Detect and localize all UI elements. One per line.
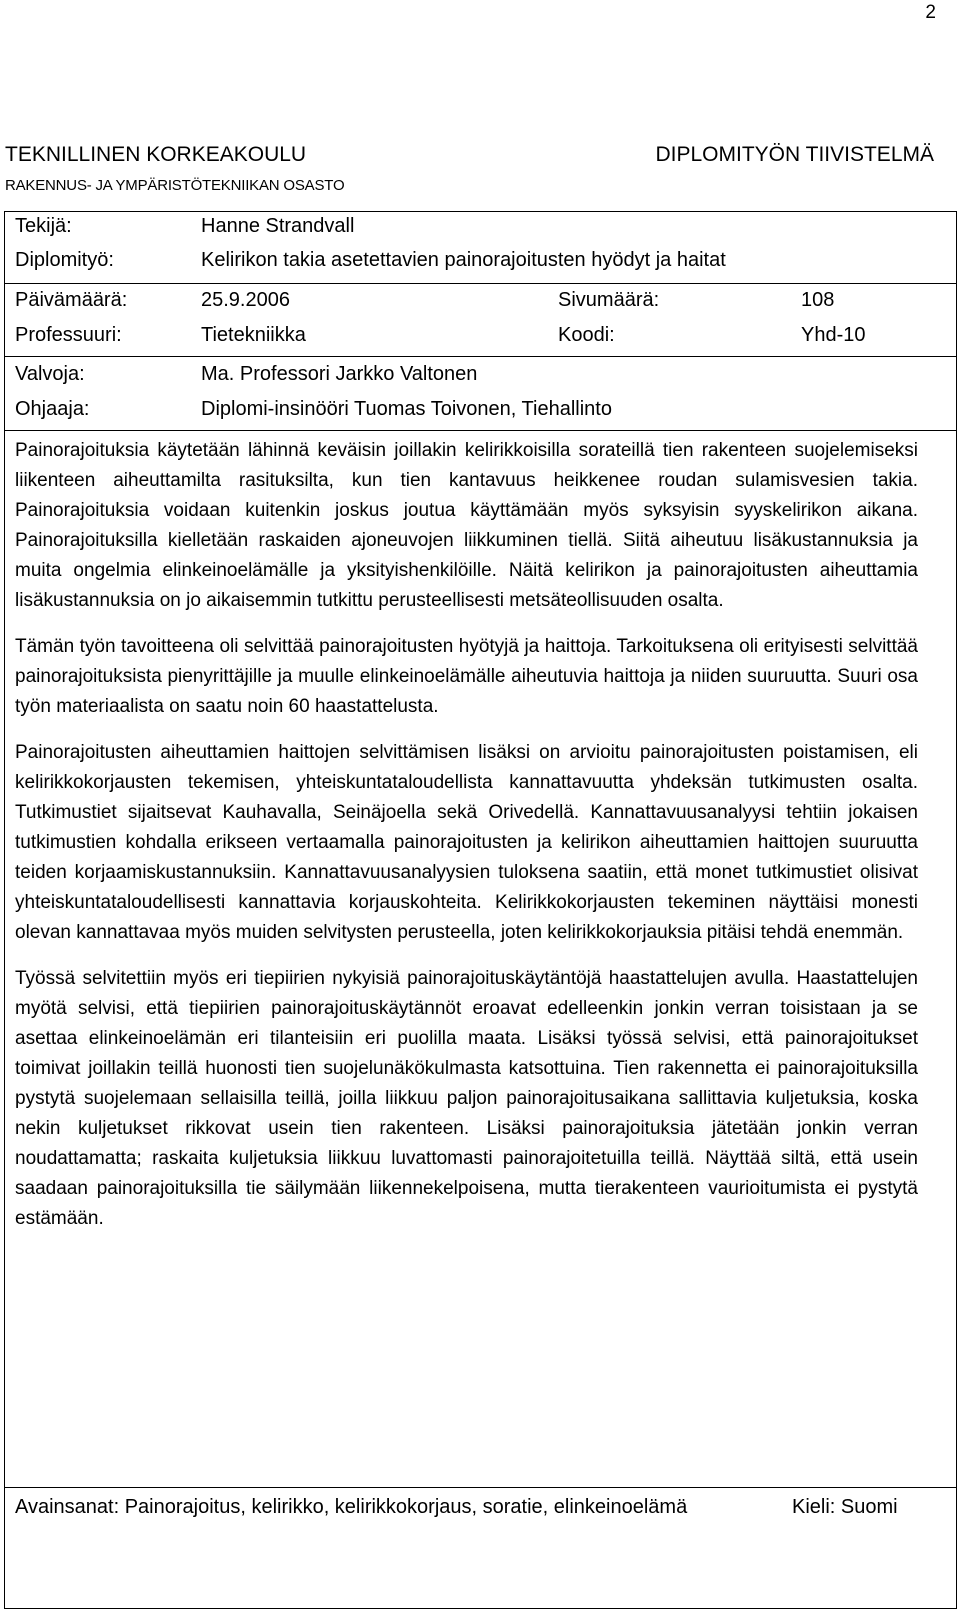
keywords-label: Avainsanat: — [15, 1496, 120, 1518]
language — [792, 1492, 898, 1522]
date-value: 25.9.2006 — [201, 289, 290, 311]
abstract-form — [4, 211, 957, 1609]
professorship-label: Professuuri: — [15, 324, 122, 346]
language-label: Kieli: — [792, 1496, 836, 1518]
abstract-paragraph: Työssä selvitettiin myös eri tiepiirien nykyisiä painorajoituskäytäntöjä haastattelujen avulla. Haastattelujen myötä selvisi, että tiepiirien painorajoituskäytännöt eroavat edelleenkin jonkin verran toisistaan ja se asettaa elinkeinoelämän eri tilanteisiin eri puolilla maata. Lisäksi työssä selvisi, että painorajoitukset toimivat joillakin teillä huonosti tien suojelunäkökulmasta katsottuina. Tien rakennetta ei painorajoituksilla pystytä suojelemaan sellaisilla teillä, joilla liikkuu paljon painorajoitusaikana sallittavia kuljetuksia, koska nekin kuljetukset rikkovat usein tien rakenteen. Lisäksi painorajoituksia jätetään jonkin verran noudattamatta; raskaita kuljetuksia liikkuu luvattomasti painorajoitetuilla teillä. Näyttää siltä, että usein saadaan painorajoituksilla tie säilymään liikennekelpoisena, mutta tierakenteen vaurioitumista ei pystytä estämään. — [15, 968, 918, 1229]
language-value: Suomi — [840, 1496, 898, 1518]
keywords-value: Painorajoitus, kelirikko, kelirikkokorjaus, soratie, elinkeinoelämä — [124, 1496, 688, 1518]
divider — [5, 283, 956, 284]
professorship-value: Tietekniikka — [201, 324, 306, 346]
thesis-label: Diplomityö: — [15, 249, 114, 271]
divider — [5, 430, 956, 431]
date-label: Päivämäärä: — [15, 289, 128, 311]
abstract-body — [15, 436, 918, 1250]
header-left — [5, 142, 344, 196]
supervisor-label: Valvoja: — [15, 363, 85, 385]
code-label: Koodi: — [558, 324, 615, 346]
abstract-paragraph: Painorajoitusten aiheuttamien haittojen selvittämisen lisäksi on arvioitu painorajoitusten poistamisen, eli kelirikkokorjausten tekemisen, yhteiskuntataloudellista kannattavuutta yhdeksän tutkimusten osalta. Tutkimustiet sijaitsevat Kauhavalla, Seinäjoella sekä Orivedellä. Kannattavuusanalyysi tehtiin jokaisen tutkimustien kohdalla erikseen vertaamalla painorajoitusten ja kelirikon aiheuttamien haittojen suuruutta teiden korjaamiskustannuksiin. Kannattavuusanalyysien tuloksena saatiin, että monet tutkimustiet olisivat yhteiskuntataloudellisesti kannattavia korjauskohteita. Kelirikkokorjausten tekeminen näyttäisi monesti olevan kannattavaa myös muiden selvitysten perusteella, joten kelirikkokorjauksia pitäisi tehdä enemmän. — [15, 742, 918, 943]
divider — [5, 1487, 956, 1488]
thesis-title: Kelirikon takia asetettavien painorajoitusten hyödyt ja haitat — [201, 249, 726, 271]
document-type-title: DIPLOMITYÖN TIIVISTELMÄ — [655, 143, 934, 166]
keywords — [15, 1492, 710, 1522]
instructor-label: Ohjaaja: — [15, 398, 90, 420]
divider — [5, 356, 956, 357]
abstract-paragraph: Painorajoituksia käytetään lähinnä keväisin joillakin kelirikkoisilla sorateillä tien rakenteen suojelemiseksi liikenteen aiheuttamilta rasituksilta, kun tien kantavuus heikkenee roudan sulamisvesien takia. Painorajoituksia voidaan kuitenkin joskus joutua käyttämään myös syksyisin syyskelirikon aikana. Painorajoituksilla kielletään raskaiden ajoneuvojen liikkuminen tiellä. Siitä aiheutuu lisäkustannuksia ja muita ongelmia elinkeinoelämälle ja yksityishenkilöille. Näitä kelirikon ja painorajoitusten aiheuttamia lisäkustannuksia on jo aikaisemmin tutkittu perusteellisesti metsäteollisuuden osalta. — [15, 440, 918, 611]
abstract-paragraph: Tämän työn tavoitteena oli selvittää painorajoitusten hyötyjä ja haittoja. Tarkoituksena oli erityisesti selvittää painorajoituksista pienyrittäjille ja muulle elinkeinoelämälle aiheutuvia haittoja ja niiden suuruutta. Suuri osa työn materiaalista on saatu noin 60 haastattelusta. — [15, 636, 918, 717]
author-value: Hanne Strandvall — [201, 215, 355, 237]
code-value: Yhd-10 — [801, 324, 866, 346]
page-number: 2 — [925, 2, 936, 23]
instructor-value: Diplomi-insinööri Tuomas Toivonen, Tiehallinto — [201, 398, 612, 420]
pages-value: 108 — [801, 289, 835, 311]
department-name: RAKENNUS- JA YMPÄRISTÖTEKNIIKAN OSASTO — [5, 177, 345, 194]
pages-label: Sivumäärä: — [558, 289, 660, 311]
supervisor-value: Ma. Professori Jarkko Valtonen — [201, 363, 478, 385]
author-label: Tekijä: — [15, 215, 72, 237]
university-name: TEKNILLINEN KORKEAKOULU — [5, 143, 307, 166]
